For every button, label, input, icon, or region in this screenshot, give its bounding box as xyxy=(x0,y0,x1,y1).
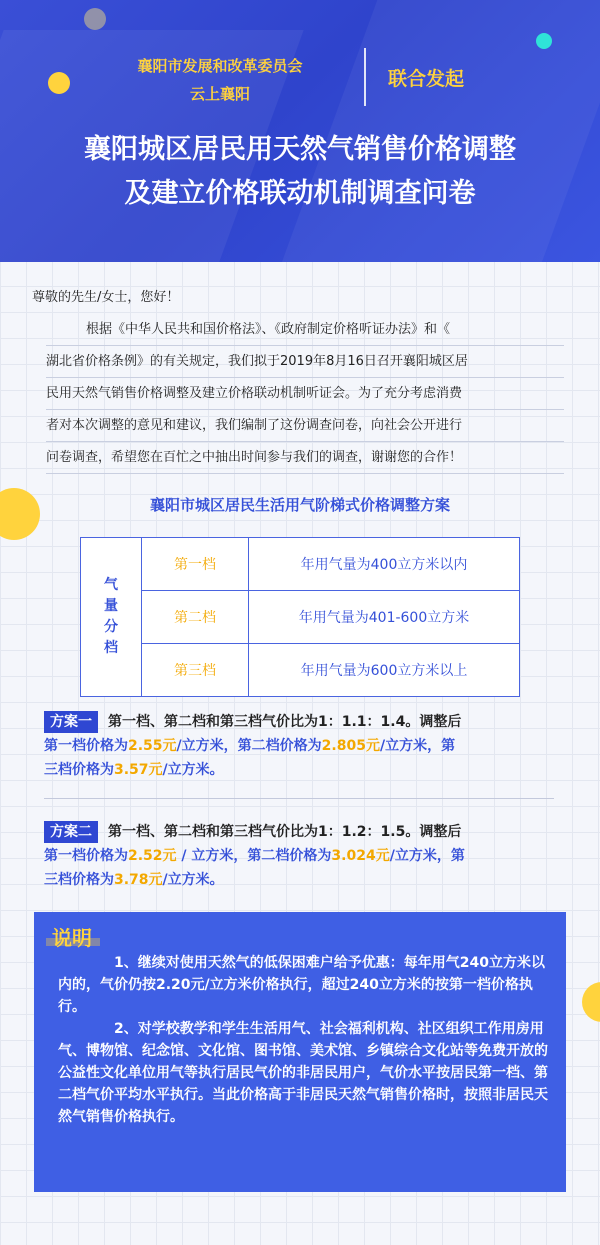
option-line xyxy=(44,868,564,892)
price-label: 三档价格为 xyxy=(44,872,114,888)
plan-title: 襄阳市城区居民生活用气阶梯式价格调整方案 xyxy=(149,496,450,514)
title-line: 及建立价格联动机制调查问卷 xyxy=(124,178,476,209)
notes-box xyxy=(34,912,566,1192)
note-item: 2、对学校教学和学生生活用气、社会福利机构、社区组织工作用房用气、博物馆、纪念馆、文化馆、图书馆、美术馆、乡镇综合文化站等免费开放的公益性文化单位用气等执行居民气价的非居民用户，气价水平按居民第一档、第二档气价平均水平执行。当此价格高于非居民天然气销售价格时，按照非居民天然气销售价格执行。 xyxy=(58,1021,548,1125)
price-unit: /立方米， xyxy=(389,848,451,864)
decorative-dot xyxy=(582,982,600,1022)
price-value: 3.024元 xyxy=(331,848,390,864)
intro-paragraph xyxy=(46,314,564,474)
tier-description: 年用气量为400立方米以内 xyxy=(249,538,520,591)
section-divider xyxy=(44,798,554,799)
price-label: 第 xyxy=(450,848,465,864)
tier-name: 第三档 xyxy=(142,644,249,697)
intro-line: 者对本次调整的意见和建议，我们编制了这份调查问卷，向社会公开进行 xyxy=(46,410,564,442)
price-label: 第二档价格为 xyxy=(237,738,322,754)
group-label xyxy=(81,538,142,697)
option-line xyxy=(44,820,564,844)
content-area xyxy=(0,262,600,1245)
intro-line: 民用天然气销售价格调整及建立价格联动机制听证会。为了充分考虑消费 xyxy=(46,378,564,410)
decorative-dot xyxy=(48,72,70,94)
price-unit: /立方米。 xyxy=(162,872,224,888)
intro-line: 根据《中华人民共和国价格法》、《政府制定价格听证办法》和《 xyxy=(46,314,564,346)
price-label: 第 xyxy=(441,738,456,754)
option-one xyxy=(44,710,564,782)
price-value: 2.805元 xyxy=(321,738,380,754)
decorative-dot xyxy=(536,33,552,49)
option-line xyxy=(44,710,564,734)
table-row xyxy=(81,538,520,591)
tier-name: 第二档 xyxy=(142,591,249,644)
price-label: 三档价格为 xyxy=(44,762,114,778)
price-label: 第一档价格为 xyxy=(44,738,128,754)
price-value: 3.78元 xyxy=(114,872,163,888)
notes-body xyxy=(58,952,550,1128)
option-tag: 方案一 xyxy=(44,711,98,733)
price-unit: /立方米， xyxy=(176,738,238,754)
header-banner xyxy=(0,0,600,262)
option-line xyxy=(44,758,564,782)
price-value: 2.55元 xyxy=(128,738,177,754)
greeting: 尊敬的先生/女士，您好！ xyxy=(32,290,180,305)
option-ratio: 第一档、第二档和第三档气价比为1：1.2：1.5。调整后 xyxy=(108,824,462,840)
header-divider xyxy=(364,48,366,106)
group-label-char: 量 xyxy=(104,598,118,614)
option-tag: 方案二 xyxy=(44,821,98,843)
tier-description: 年用气量为600立方米以上 xyxy=(249,644,520,697)
decorative-dot xyxy=(84,8,106,30)
joint-initiation-label: 联合发起 xyxy=(388,68,465,90)
intro-line: 问卷调查，希望您在百忙之中抽出时间参与我们的调查，谢谢您的合作！ xyxy=(46,442,564,474)
table-row xyxy=(81,644,520,697)
tier-name: 第一档 xyxy=(142,538,249,591)
organizer-name: 襄阳市发展和改革委员会 xyxy=(137,57,303,75)
price-value: 2.52元 xyxy=(128,848,177,864)
group-label-char: 气 xyxy=(104,577,118,593)
price-label: 第一档价格为 xyxy=(44,848,128,864)
tier-table xyxy=(80,537,520,697)
table-row xyxy=(81,591,520,644)
option-line xyxy=(44,844,564,868)
intro-line: 湖北省价格条例》的有关规定，我们拟于2019年8月16日召开襄阳城区居 xyxy=(46,346,564,378)
tier-description: 年用气量为401-600立方米 xyxy=(249,591,520,644)
group-label-char: 档 xyxy=(104,640,118,656)
page-title xyxy=(0,128,600,216)
organizer-block xyxy=(100,52,340,108)
price-label: 第二档价格为 xyxy=(247,848,332,864)
price-unit: / 立方米， xyxy=(176,848,248,864)
note-item: 1、继续对使用天然气的低保困难户给予优惠：每年用气240立方米以内的，气价仍按2.20元/立方米价格执行，超过240立方米的按第一档价格执行。 xyxy=(58,955,545,1015)
price-unit: /立方米。 xyxy=(162,762,224,778)
organizer-name: 云上襄阳 xyxy=(189,85,250,103)
notes-title: 说明 xyxy=(52,926,92,950)
title-line: 襄阳城区居民用天然气销售价格调整 xyxy=(84,134,516,165)
option-ratio: 第一档、第二档和第三档气价比为1：1.1：1.4。调整后 xyxy=(108,714,462,730)
option-two xyxy=(44,820,564,892)
price-unit: /立方米， xyxy=(379,738,442,754)
option-line xyxy=(44,734,564,758)
group-label-char: 分 xyxy=(104,619,118,635)
price-value: 3.57元 xyxy=(114,762,163,778)
